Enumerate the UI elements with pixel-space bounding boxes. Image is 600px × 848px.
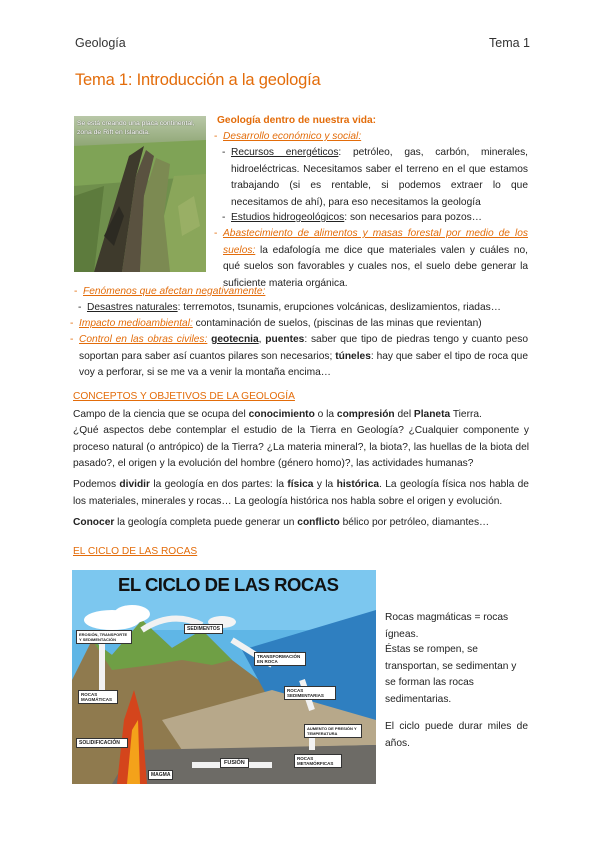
concepts-p3	[73, 477, 529, 510]
p4-d: bélico por petróleo, diamantes…	[339, 517, 490, 528]
bridges-label: puentes	[265, 334, 305, 345]
diagram-title: EL CICLO DE LAS ROCAS	[118, 574, 339, 595]
header-subject: Geología	[75, 36, 126, 50]
food-item: - Abastecimiento de alimentos y masas forestal por medio de los suelos: la edafología me dice que materiales valen y cuáles no, qué suelos son favorables y cuales nos, el suelo debe generar la suficiente materia orgánica.	[214, 228, 528, 289]
p3-b: dividir	[119, 479, 150, 490]
label-transformacion: TRANSFORMACIÓN EN ROCA	[254, 652, 306, 666]
label-fusion: FUSIÓN	[220, 758, 249, 768]
p3-e: y la	[313, 479, 337, 490]
phen-heading: - Fenómenos que afectan negativamente:	[74, 286, 266, 297]
p3-d: física	[287, 479, 314, 490]
food-label: Abastecimiento de alimentos y masas forestal por medio de los suelos:	[223, 228, 528, 256]
label-magma: MAGMA	[148, 770, 173, 780]
p1-a: Campo de la ciencia que se ocupa del	[73, 409, 249, 420]
label-sedimentarias: ROCAS SEDIMENTARIAS	[284, 686, 336, 700]
side-text-1: Rocas magmáticas = rocas ígneas.	[385, 612, 509, 640]
p4-c: conflicto	[297, 517, 340, 528]
label-metamorficas: ROCAS METAMÓRFICAS	[294, 754, 342, 768]
label-magmaticas: ROCAS MAGMÁTICAS	[78, 690, 118, 704]
cycle-heading: EL CICLO DE LAS ROCAS	[73, 546, 198, 557]
photo-caption: Se está creando una placa continental, zona de Rift en Islandia.	[77, 120, 195, 136]
p1-b: conocimiento	[248, 409, 315, 420]
civil-text: : saber que tipo de piedras tengo y cuanto peso soportan para saber así cuantos pilares son necesarios;	[79, 334, 528, 362]
geotecnia-label: geotecnia	[211, 334, 259, 345]
side-text-2: Éstas se rompen, se transportan, se sedimentan y se forman las rocas sedimentarias.	[385, 644, 517, 705]
p4-a: Conocer	[73, 517, 115, 528]
p3-g: . La geología física nos habla de los materiales, minerales y rocas… La geología histórica nos habla sobre el origen y evolución.	[73, 479, 529, 507]
concepts-p4	[73, 515, 529, 532]
p1-f: Planeta	[413, 409, 451, 420]
page-title: Tema 1: Introducción a la geología	[75, 71, 321, 89]
p1-g: Tierra.	[450, 409, 482, 420]
p1-e: del	[394, 409, 414, 420]
label-erosion: EROSIÓN, TRANSPORTE Y SEDIMENTACIÓN	[76, 630, 132, 644]
concepts-p1	[73, 407, 529, 424]
impact-label: Impacto medioambiental:	[79, 318, 193, 329]
rift-photo	[74, 116, 206, 272]
hydro-text: : son necesarios para pozos…	[344, 212, 482, 223]
energy-label: Recursos energéticos	[231, 147, 339, 158]
disaster-text: : terremotos, tsunamis, erupciones volcánicas, deslizamientos, riadas…	[177, 302, 501, 313]
life-heading: Geología dentro de nuestra vida:	[217, 115, 377, 126]
concepts-p2: ¿Qué aspectos debe contemplar el estudio de la Tierra en Geología? ¿Cualquier componente y proceso natural (o antrópico) de la Tierra? ¿La materia mineral?, la biota?, las huellas de la biota del pasado?, el origen y la evolución del hombre (género homo)?, las actividades humanas?	[73, 425, 529, 469]
label-sedimentos: SEDIMENTOS	[184, 624, 223, 634]
p3-c: la geología en dos partes: la	[149, 479, 288, 490]
energy-item: - Recursos energéticos: petróleo, gas, carbón, minerales, hidroeléctricas. Necesitamos saber el terreno en el que estamos trabajando (si es rentable, si podemos extraer lo que necesitamos de ahí), para eso necesitamos la geología	[222, 147, 528, 208]
p1-d: compresión	[336, 409, 395, 420]
p4-b: la geología completa puede generar un	[114, 517, 298, 528]
hydro-item: - Estudios hidrogeológicos: son necesarios para pozos…	[222, 212, 482, 223]
p3-f: histórica	[336, 479, 380, 490]
tunnels-text: : hay que saber el tipo de roca que voy a perforar, si se me va a venir la montaña encima…	[79, 350, 528, 378]
label-presion: AUMENTO DE PRESIÓN Y TEMPERATURA	[304, 724, 362, 738]
disaster-item: - Desastres naturales: terremotos, tsunamis, erupciones volcánicas, deslizamientos, riadas…	[78, 302, 501, 313]
concepts-heading: CONCEPTOS Y OBJETIVOS DE LA GEOLOGÍA	[73, 391, 295, 402]
p1-c: o la	[314, 409, 337, 420]
econ-item: - Desarrollo económico y social:	[214, 131, 362, 142]
econ-label: Desarrollo económico y social:	[223, 131, 362, 142]
phen-heading-text: Fenómenos que afectan negativamente:	[83, 286, 266, 297]
civil-item: - Control en las obras civiles: geotecnia, puentes: saber que tipo de piedras tengo y cuanto peso soportan para saber así cuantos pilares son necesarios; túneles: hay que saber el tipo de roca que voy a perforar, si se me va a venir la montaña encima…	[70, 334, 528, 378]
tunnels-label: túneles	[335, 350, 371, 362]
disaster-label: Desastres naturales	[87, 302, 178, 313]
hydro-label: Estudios hidrogeológicos	[231, 212, 345, 223]
civil-label: Control en las obras civiles:	[79, 334, 208, 345]
rock-cycle-diagram	[72, 570, 376, 784]
impact-text: contaminación de suelos, (piscinas de las minas que revientan)	[192, 318, 482, 329]
label-solidificacion: SOLIDIFICACIÓN	[76, 738, 128, 748]
energy-text: : petróleo, gas, carbón, minerales, hidroeléctricas. Necesitamos saber el terreno en el que estamos trabajando (si es rentable, si podemos extraer lo que necesitamos de ahí), para eso necesitamos la geología	[231, 147, 528, 208]
p3-a: Podemos	[73, 479, 120, 490]
impact-item: - Impacto medioambiental: contaminación de suelos, (piscinas de las minas que revientan)	[70, 318, 482, 329]
header-topic: Tema 1	[489, 36, 530, 50]
side-text-3: El ciclo puede durar miles de años.	[385, 721, 528, 749]
food-text: la edafología me dice que materiales valen y cuáles no, qué suelos son favorables y cuales nos, el suelo debe generar la suficiente materia orgánica.	[223, 244, 528, 289]
